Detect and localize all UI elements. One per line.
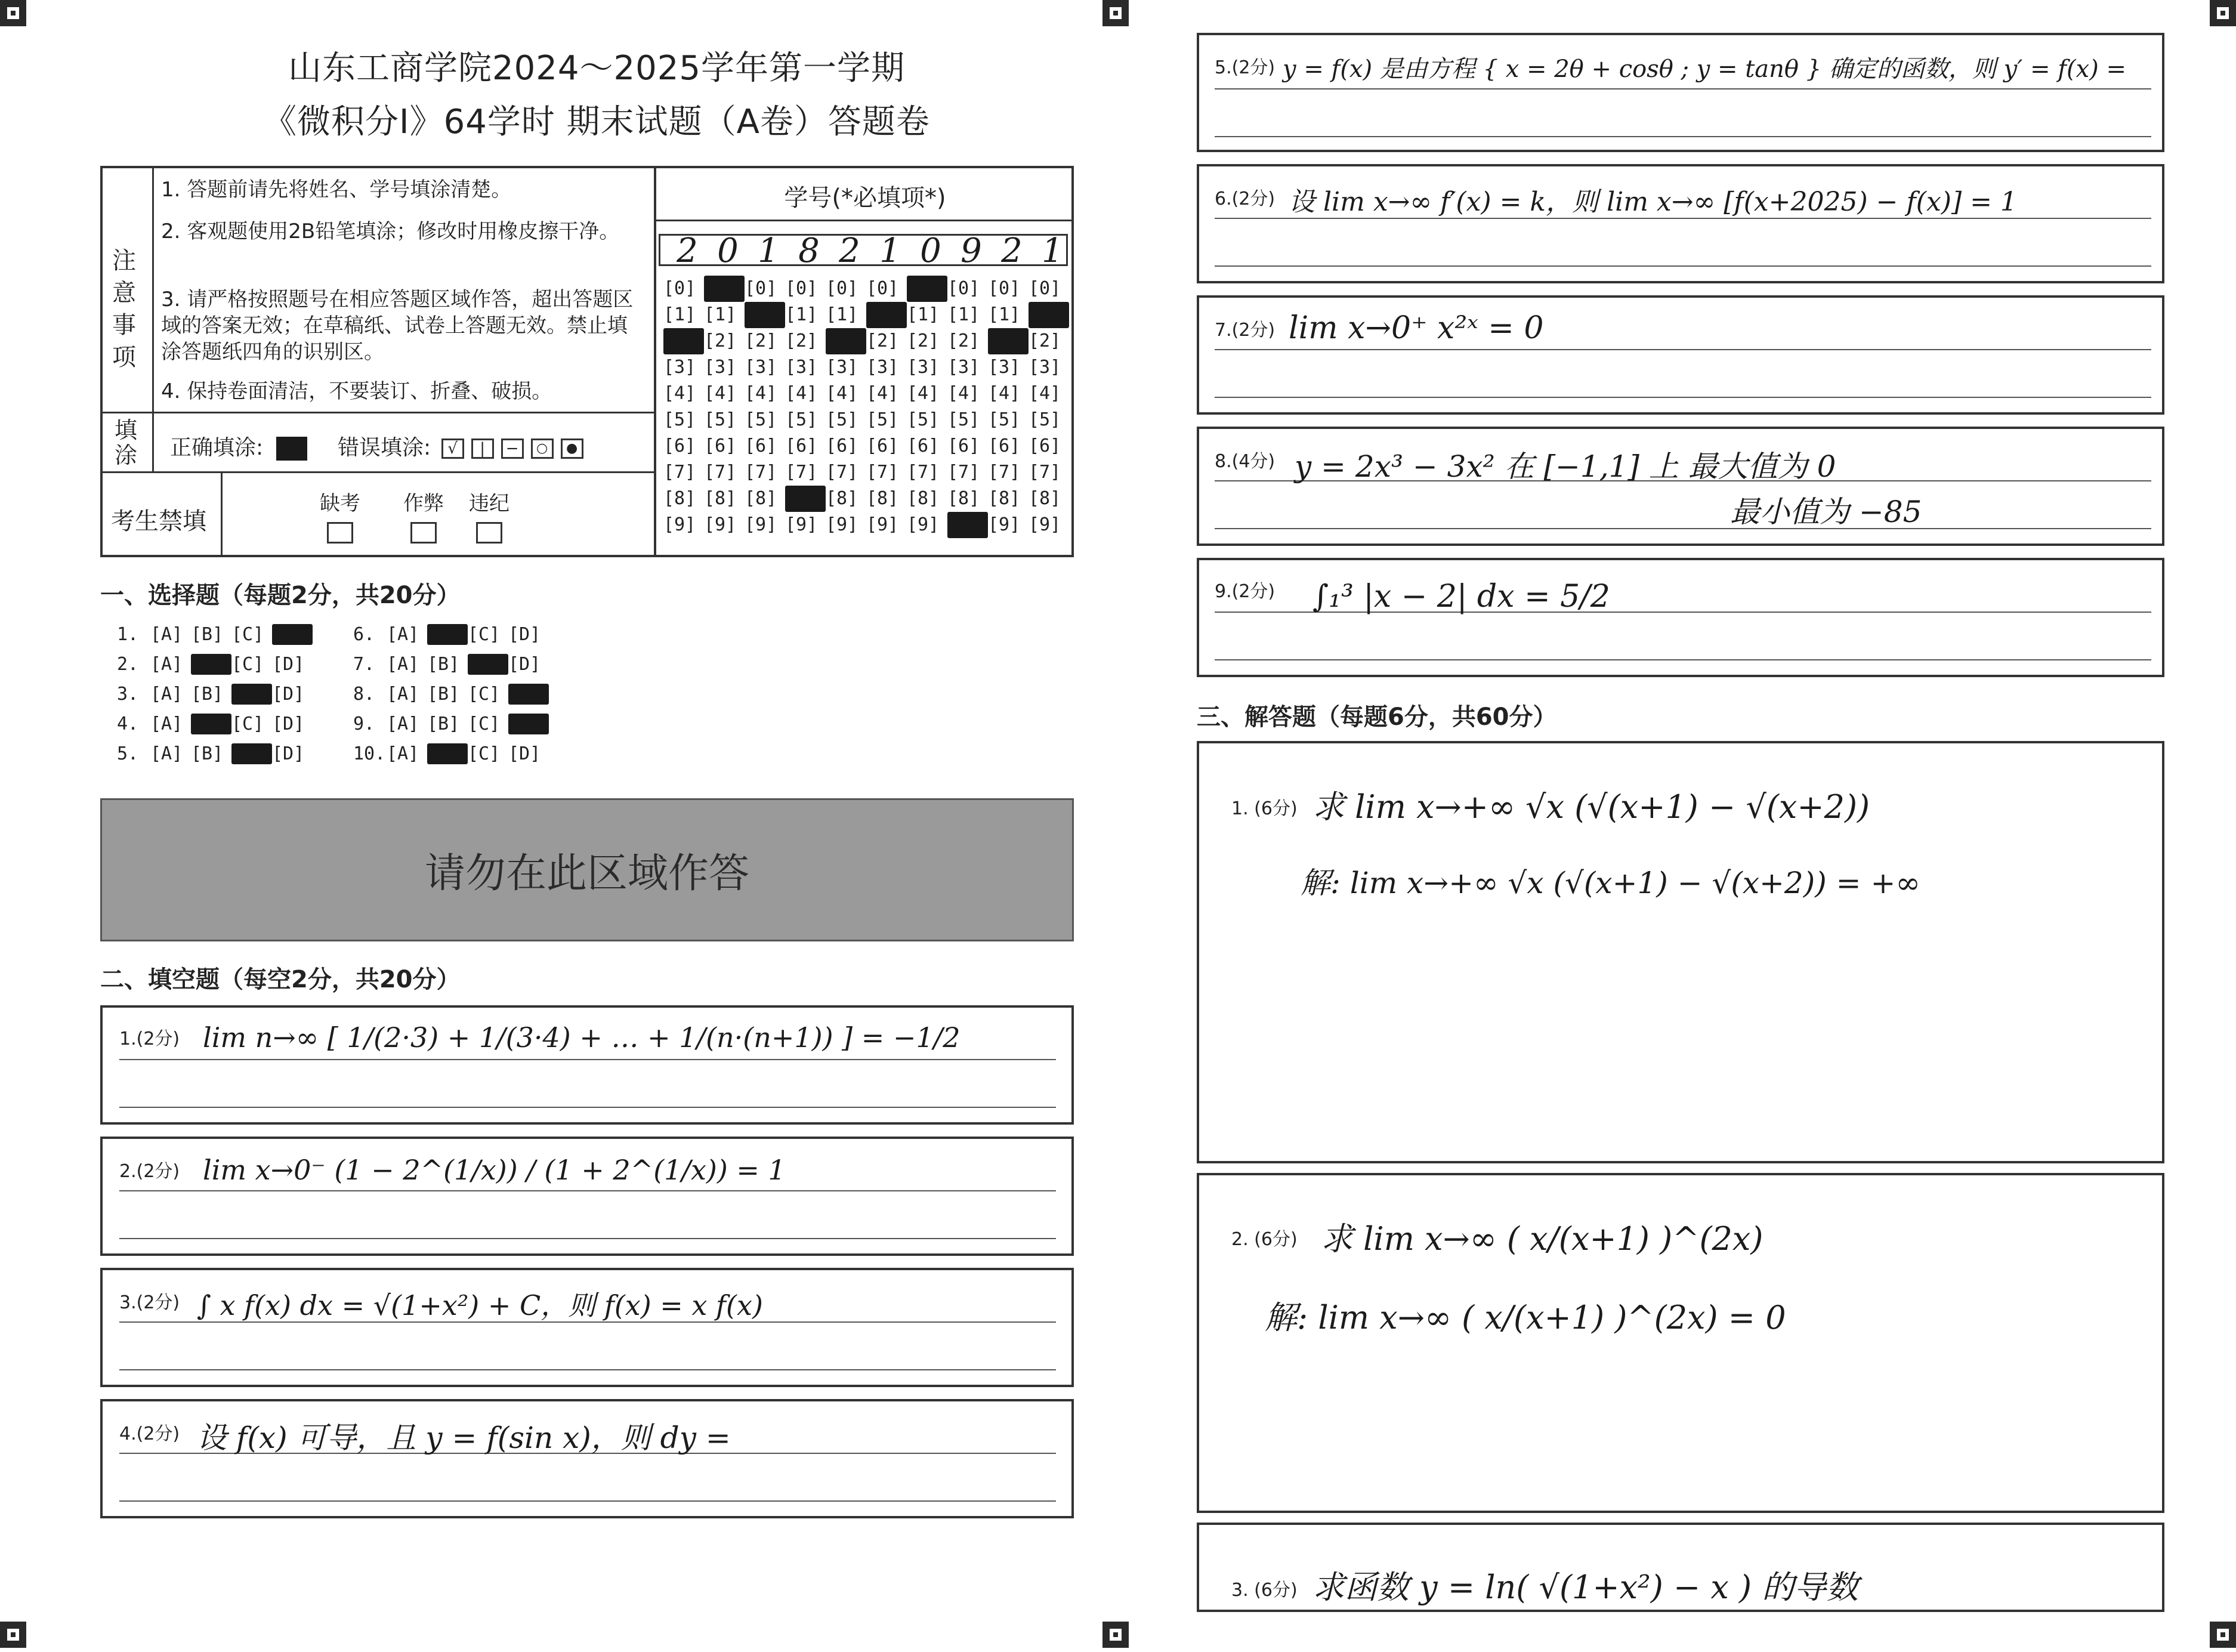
- student-id-bubble[interactable]: [7]: [745, 462, 777, 483]
- student-id-bubble[interactable]: [7]: [988, 462, 1021, 483]
- student-id-bubble[interactable]: [5]: [826, 409, 858, 430]
- student-id-bubble-row: [663, 512, 1069, 538]
- mc-question-number: 6.: [353, 624, 375, 645]
- student-id-digit: 8: [798, 231, 820, 270]
- mc-option-bubble[interactable]: [D]: [508, 743, 541, 764]
- mc-option-bubble[interactable]: [C]: [231, 714, 264, 734]
- mc-option-bubble[interactable]: [C]: [468, 743, 501, 764]
- mc-question-number: 1.: [117, 624, 139, 645]
- student-id-digit: 2: [677, 231, 698, 270]
- mc-option-bubble[interactable]: [C]: [468, 654, 508, 675]
- student-id-header: 学号(*必填项*): [784, 184, 946, 212]
- q8-rule-2: [1215, 528, 2151, 529]
- mc-option-bubble[interactable]: [A]: [150, 654, 183, 675]
- forbidden-absent-label: 缺考: [320, 492, 360, 515]
- solution-q2-label: 2. (6分): [1231, 1229, 1298, 1250]
- student-id-bubble[interactable]: [1]: [704, 304, 737, 325]
- student-id-digit: 2: [839, 231, 860, 270]
- mc-question-row: [117, 654, 313, 684]
- student-id-bubble[interactable]: [0]: [745, 278, 777, 299]
- student-id-bubble[interactable]: [7]: [663, 462, 696, 483]
- mc-question-row: [117, 743, 313, 773]
- student-id-bubble[interactable]: [7]: [866, 462, 899, 483]
- student-id-handwritten: [667, 231, 1073, 270]
- student-id-digit: 1: [879, 231, 901, 270]
- fill-blank-q1-answer: lim n→∞ [ 1/(2·3) + 1/(3·4) + … + 1/(n·(n+1)) ] = −1/2: [203, 1021, 961, 1054]
- section2-title: 二、填空题（每空2分，共20分）: [100, 966, 461, 993]
- student-id-bubble[interactable]: [2]: [745, 331, 777, 351]
- student-id-bubble[interactable]: [2]: [785, 331, 818, 351]
- q2-rule-2: [119, 1238, 1056, 1239]
- q2-rule-1: [119, 1190, 1056, 1191]
- q1-rule-1: [119, 1059, 1056, 1060]
- q3-rule-2: [119, 1369, 1056, 1370]
- forbidden-violation-label: 违纪: [469, 492, 509, 515]
- student-id-bubble[interactable]: [4]: [988, 383, 1021, 404]
- fill-blank-q6-answer: 设 lim x→∞ f′(x) = k，则 lim x→∞ [f(x+2025) − f(x)] = 1: [1289, 187, 2017, 217]
- student-id-bubble[interactable]: [8]: [907, 488, 940, 509]
- mc-option-bubble[interactable]: [C]: [231, 684, 272, 705]
- student-id-bubble[interactable]: [1]: [663, 304, 696, 325]
- mc-option-bubble[interactable]: [C]: [468, 624, 501, 645]
- student-id-bubble[interactable]: [9]: [988, 514, 1021, 535]
- forbidden-violation-box[interactable]: [476, 522, 502, 544]
- mc-option-bubble[interactable]: [B]: [427, 654, 460, 675]
- mc-question-number: 10.: [353, 743, 386, 764]
- q9-rule-2: [1215, 659, 2151, 660]
- mc-option-bubble[interactable]: [D]: [508, 624, 541, 645]
- student-id-bubble[interactable]: [3]: [704, 357, 737, 378]
- mc-question-number: 8.: [353, 684, 375, 705]
- wrong-mark-2: |: [471, 439, 494, 459]
- fill-blank-q7-answer: lim x→0⁺ x²ˣ = 0: [1289, 310, 1544, 346]
- fill-blank-q5-label: 5.(2分): [1215, 57, 1275, 78]
- student-id-bubble[interactable]: [7]: [704, 462, 737, 483]
- forbidden-option-cheat: [400, 487, 447, 544]
- fill-blank-q2-label: 2.(2分): [119, 1161, 180, 1182]
- student-id-bubble[interactable]: [1]: [988, 304, 1021, 325]
- exam-title-line1: 山东工商学院2024～2025学年第一学期: [288, 49, 906, 88]
- student-id-bubble[interactable]: [9]: [785, 514, 818, 535]
- notice-item-4: 4. 保持卷面清洁，不要装订、折叠、破损。: [161, 379, 552, 403]
- fill-blank-q8-answer-max: y = 2x³ − 3x² 在 [−1,1] 上 最大值为 0: [1295, 449, 1836, 484]
- mc-question-row: [353, 714, 549, 743]
- q1-rule-2: [119, 1107, 1056, 1108]
- student-id-bubble[interactable]: [1]: [866, 302, 907, 328]
- student-id-bubble[interactable]: [3]: [663, 357, 696, 378]
- no-write-zone: [100, 798, 1074, 941]
- student-id-bubble[interactable]: [3]: [826, 357, 858, 378]
- mc-question-number: 7.: [353, 654, 375, 675]
- mc-question-number: 5.: [117, 743, 139, 764]
- student-id-bubble[interactable]: [7]: [1029, 462, 1061, 483]
- student-id-bubble[interactable]: [6]: [907, 436, 940, 456]
- student-id-bubble-row: [663, 328, 1069, 354]
- q4-rule-2: [119, 1500, 1056, 1502]
- mc-column-right: [353, 624, 549, 773]
- student-id-bubble[interactable]: [3]: [907, 357, 940, 378]
- student-id-bubble[interactable]: [2]: [907, 331, 940, 351]
- student-id-bubble[interactable]: [6]: [826, 436, 858, 456]
- student-id-digits: [667, 231, 1073, 270]
- mc-question-row: [117, 684, 313, 714]
- mc-option-bubble[interactable]: [B]: [191, 654, 231, 675]
- student-id-bubble[interactable]: [2]: [663, 328, 704, 354]
- student-id-bubble[interactable]: [0]: [826, 278, 858, 299]
- notice-item-2: 2. 客观题使用2B铅笔填涂；修改时用橡皮擦干净。: [161, 220, 620, 243]
- student-id-bubble[interactable]: [5]: [745, 409, 777, 430]
- student-id-bubble[interactable]: [9]: [1029, 514, 1061, 535]
- solution-q1-label: 1. (6分): [1231, 798, 1298, 819]
- student-id-bubble[interactable]: [5]: [704, 409, 737, 430]
- fill-blank-q8-answer-min: 最小值为 −85: [1730, 495, 1922, 529]
- student-id-bubble[interactable]: [4]: [866, 383, 899, 404]
- student-id-bubble[interactable]: [5]: [785, 409, 818, 430]
- mc-option-bubble[interactable]: [C]: [231, 654, 264, 675]
- corner-mark-bottom-center: [1102, 1622, 1129, 1648]
- mc-option-bubble[interactable]: [B]: [427, 743, 468, 764]
- student-id-bubble[interactable]: [7]: [785, 462, 818, 483]
- q5-rule-2: [1215, 136, 2151, 137]
- student-id-bubble[interactable]: [5]: [1029, 409, 1061, 430]
- student-id-bubble[interactable]: [8]: [1029, 488, 1061, 509]
- student-id-bubble[interactable]: [3]: [1029, 357, 1061, 378]
- fill-blank-q1-label: 1.(2分): [119, 1029, 180, 1049]
- mc-option-bubble[interactable]: [B]: [191, 743, 224, 764]
- student-id-bubble[interactable]: [1]: [745, 302, 785, 328]
- fill-blank-q5-answer: y = f(x) 是由方程 { x = 2θ + cosθ ; y = tanθ } 确定的函数，则 y′ = f(x) =: [1283, 55, 2127, 83]
- corner-mark-top-left: [0, 0, 26, 26]
- student-id-bubble[interactable]: [4]: [826, 383, 858, 404]
- mc-option-bubble[interactable]: [A]: [387, 684, 419, 705]
- student-id-bubble[interactable]: [1]: [785, 304, 818, 325]
- student-id-bubble[interactable]: [2]: [826, 328, 866, 354]
- fill-blank-q9-answer: ∫₁³ |x − 2| dx = 5/2: [1312, 579, 1610, 615]
- student-id-bubble[interactable]: [0]: [663, 278, 696, 299]
- student-id-bubble[interactable]: [7]: [907, 462, 940, 483]
- student-id-bubble[interactable]: [2]: [704, 331, 737, 351]
- student-id-bubble[interactable]: [2]: [866, 331, 899, 351]
- student-id-bubble[interactable]: [9]: [745, 514, 777, 535]
- notice-item-1: 1. 答题前请先将姓名、学号填涂清楚。: [161, 178, 512, 202]
- mc-question-row: [353, 654, 549, 684]
- student-id-bubble[interactable]: [0]: [785, 278, 818, 299]
- student-id-bubble[interactable]: [9]: [866, 514, 899, 535]
- mc-question-number: 3.: [117, 684, 139, 705]
- student-id-bubble-row: [663, 486, 1069, 512]
- corner-mark-top-center: [1102, 0, 1129, 26]
- mc-question-number: 9.: [353, 714, 375, 734]
- notice-label-divider: [152, 166, 154, 412]
- mc-column-left: [117, 624, 313, 773]
- student-id-bubble[interactable]: [3]: [947, 357, 980, 378]
- student-id-bubble[interactable]: [8]: [663, 488, 696, 509]
- solution-q2-answer: 解: lim x→∞ ( x/(x+1) )^(2x) = 0: [1265, 1299, 1786, 1336]
- student-id-bubble-row: [663, 354, 1069, 381]
- student-id-digit: 0: [717, 231, 739, 270]
- mc-question-number: 2.: [117, 654, 139, 675]
- student-id-digit: 0: [920, 231, 941, 270]
- forbidden-label-divider: [221, 471, 223, 557]
- student-id-bubble[interactable]: [8]: [988, 488, 1021, 509]
- mc-option-bubble[interactable]: [B]: [427, 684, 460, 705]
- student-id-bubble[interactable]: [1]: [907, 304, 940, 325]
- student-id-bubble[interactable]: [9]: [826, 514, 858, 535]
- student-id-bubble[interactable]: [3]: [866, 357, 899, 378]
- forbidden-cheat-box[interactable]: [410, 522, 437, 544]
- mc-option-bubble[interactable]: [A]: [150, 714, 183, 734]
- student-id-bubble[interactable]: [0]: [947, 278, 980, 299]
- mc-option-bubble[interactable]: [A]: [150, 624, 183, 645]
- fill-blank-q2-answer: lim x→0⁻ (1 − 2^(1/x)) / (1 + 2^(1/x)) = 1: [203, 1154, 786, 1186]
- mc-option-bubble[interactable]: [D]: [272, 624, 313, 645]
- student-id-bubble[interactable]: [3]: [988, 357, 1021, 378]
- corner-mark-top-right: [2210, 0, 2236, 26]
- student-id-bubble[interactable]: [0]: [988, 278, 1021, 299]
- student-id-digit: 1: [1042, 231, 1063, 270]
- q6-rule-2: [1215, 265, 2151, 267]
- fill-blank-q3-answer: ∫ x f(x) dx = √(1+x²) + C，则 f(x) = x f(x): [197, 1289, 763, 1321]
- student-id-bubble[interactable]: [1]: [947, 304, 980, 325]
- mc-option-bubble[interactable]: [C]: [468, 714, 501, 734]
- student-id-bubble[interactable]: [6]: [663, 436, 696, 456]
- corner-mark-bottom-left: [0, 1622, 26, 1648]
- student-id-bubble-row: [663, 302, 1069, 328]
- student-id-bubble[interactable]: [5]: [663, 409, 696, 430]
- student-id-bubble[interactable]: [2]: [1029, 331, 1061, 351]
- forbidden-absent-box[interactable]: [327, 522, 353, 544]
- notice-item-3: 3. 请严格按照题号在相应答题区域作答，超出答题区域的答案无效；在草稿纸、试卷上答题无效。禁止填涂答题纸四角的识别区。: [161, 288, 634, 364]
- student-id-bubble[interactable]: [6]: [785, 436, 818, 456]
- mc-option-bubble[interactable]: [D]: [508, 654, 541, 675]
- mc-option-bubble[interactable]: [B]: [191, 624, 224, 645]
- student-id-bubble[interactable]: [4]: [785, 383, 818, 404]
- mc-option-bubble[interactable]: [D]: [272, 714, 305, 734]
- wrong-mark-5: ●: [561, 439, 583, 459]
- mc-option-bubble[interactable]: [A]: [150, 743, 183, 764]
- mc-option-bubble[interactable]: [C]: [231, 624, 264, 645]
- student-id-bubble[interactable]: [2]: [988, 328, 1029, 354]
- mc-question-row: [353, 743, 549, 773]
- mc-option-bubble[interactable]: [C]: [231, 743, 272, 764]
- student-id-bubble[interactable]: [0]: [704, 276, 745, 302]
- mc-question-row: [117, 624, 313, 654]
- forbidden-option-absent: [316, 487, 364, 544]
- fill-blank-q9-label: 9.(2分): [1215, 581, 1275, 602]
- student-id-bubble-row: [663, 381, 1069, 407]
- student-id-bubble[interactable]: [8]: [947, 488, 980, 509]
- student-id-bubble[interactable]: [5]: [907, 409, 940, 430]
- q7-rule-1: [1215, 349, 2151, 350]
- wrong-mark-4: ○: [531, 439, 554, 459]
- section1-title: 一、选择题（每题2分，共20分）: [100, 582, 461, 609]
- solution-q1-answer: 解: lim x→+∞ √x (√(x+1) − √(x+2)) = +∞: [1301, 866, 1920, 900]
- fill-blank-q6-label: 6.(2分): [1215, 189, 1275, 209]
- fill-blank-q4-label: 4.(2分): [119, 1424, 180, 1444]
- fill-wrong-label: 错误填涂:: [338, 436, 431, 460]
- student-id-bubble[interactable]: [6]: [745, 436, 777, 456]
- mc-question-number: 4.: [117, 714, 139, 734]
- student-id-bubble[interactable]: [7]: [826, 462, 858, 483]
- student-id-bubble[interactable]: [0]: [1029, 278, 1061, 299]
- mc-option-bubble[interactable]: [D]: [508, 684, 549, 705]
- student-id-bubble[interactable]: [9]: [663, 514, 696, 535]
- fill-bottom-divider: [100, 471, 655, 473]
- q5-rule-1: [1215, 88, 2151, 89]
- mc-option-bubble[interactable]: [A]: [150, 684, 183, 705]
- wrong-mark-3: −: [501, 439, 524, 459]
- mc-option-bubble[interactable]: [D]: [272, 743, 305, 764]
- info-divider-vertical: [654, 166, 656, 557]
- student-id-bubble[interactable]: [8]: [826, 488, 858, 509]
- fill-guide-row: [170, 431, 587, 461]
- student-id-bubble[interactable]: [2]: [947, 331, 980, 351]
- notice-label: 注意事项: [112, 247, 136, 371]
- fill-correct-label: 正确填涂:: [170, 436, 264, 460]
- fill-blank-q4-answer: 设 f(x) 可导，且 y = f(sin x)，则 dy =: [197, 1421, 731, 1455]
- student-id-bubble-row: [663, 276, 1069, 302]
- fill-label-divider: [152, 412, 154, 471]
- student-id-bubble[interactable]: [8]: [866, 488, 899, 509]
- mc-question-row: [353, 684, 549, 714]
- student-id-bubble[interactable]: [6]: [704, 436, 737, 456]
- mc-option-bubble[interactable]: [A]: [387, 654, 419, 675]
- fill-blank-q3-label: 3.(2分): [119, 1292, 180, 1313]
- student-id-bubble[interactable]: [4]: [704, 383, 737, 404]
- mc-option-bubble[interactable]: [D]: [272, 684, 305, 705]
- mc-option-bubble[interactable]: [C]: [468, 684, 501, 705]
- student-id-digit: 2: [1001, 231, 1023, 270]
- student-id-bubble-row: [663, 433, 1069, 459]
- student-id-bubble[interactable]: [4]: [947, 383, 980, 404]
- student-id-bubble[interactable]: [8]: [785, 486, 826, 512]
- student-id-bubble[interactable]: [0]: [866, 278, 899, 299]
- forbidden-cheat-label: 作弊: [403, 492, 444, 515]
- fill-blank-q8-label: 8.(4分): [1215, 451, 1275, 472]
- solution-q2-prompt: 求 lim x→∞ ( x/(x+1) )^(2x): [1321, 1220, 1764, 1258]
- solution-q3-prompt: 求函数 y = ln( √(1+x²) − x ) 的导数: [1312, 1568, 1859, 1606]
- student-id-bubble[interactable]: [7]: [947, 462, 980, 483]
- fill-guide-label: 填涂: [115, 417, 138, 468]
- student-id-bubble[interactable]: [1]: [1029, 302, 1069, 328]
- exam-title-line2: 《微积分I》64学时 期末试题（A卷）答题卷: [263, 103, 930, 141]
- student-id-bubble-row: [663, 459, 1069, 486]
- section3-title: 三、解答题（每题6分，共60分）: [1197, 703, 1557, 731]
- student-id-bubble[interactable]: [4]: [663, 383, 696, 404]
- student-id-bubble[interactable]: [8]: [745, 488, 777, 509]
- forbidden-option-violation: [465, 487, 513, 544]
- mc-option-bubble[interactable]: [D]: [272, 654, 305, 675]
- corner-mark-bottom-right: [2210, 1622, 2236, 1648]
- mc-option-bubble[interactable]: [A]: [387, 624, 419, 645]
- student-id-bubble-grid: [663, 276, 1069, 538]
- fill-correct-sample: [276, 437, 307, 461]
- student-id-bubble[interactable]: [4]: [907, 383, 940, 404]
- mc-option-bubble[interactable]: [A]: [387, 714, 419, 734]
- student-id-bubble[interactable]: [0]: [907, 276, 947, 302]
- student-id-bubble[interactable]: [4]: [745, 383, 777, 404]
- solution-q3-label: 3. (6分): [1231, 1580, 1298, 1601]
- student-id-digit: 1: [758, 231, 779, 270]
- student-id-bubble-row: [663, 407, 1069, 433]
- student-id-bubble[interactable]: [5]: [988, 409, 1021, 430]
- student-id-bubble[interactable]: [6]: [947, 436, 980, 456]
- mc-option-bubble[interactable]: [B]: [427, 714, 460, 734]
- student-id-bubble[interactable]: [9]: [907, 514, 940, 535]
- student-id-bubble[interactable]: [9]: [947, 512, 988, 538]
- student-id-bubble[interactable]: [6]: [866, 436, 899, 456]
- student-id-bubble[interactable]: [5]: [947, 409, 980, 430]
- mc-option-bubble[interactable]: [A]: [387, 743, 419, 764]
- no-write-zone-label: 请勿在此区域作答: [424, 850, 749, 897]
- student-id-bubble[interactable]: [8]: [704, 488, 737, 509]
- student-id-bubble[interactable]: [3]: [785, 357, 818, 378]
- student-id-bubble[interactable]: [9]: [704, 514, 737, 535]
- student-id-bubble[interactable]: [4]: [1029, 383, 1061, 404]
- mc-question-row: [353, 624, 549, 654]
- student-id-bubble[interactable]: [3]: [745, 357, 777, 378]
- fill-blank-q7-label: 7.(2分): [1215, 320, 1275, 341]
- student-id-bubble[interactable]: [5]: [866, 409, 899, 430]
- solution-q1-prompt: 求 lim x→+∞ √x (√(x+1) − √(x+2)): [1312, 788, 1870, 826]
- mc-option-bubble[interactable]: [B]: [427, 624, 468, 645]
- student-id-bubble[interactable]: [6]: [1029, 436, 1061, 456]
- wrong-mark-1: √: [441, 439, 464, 459]
- mc-question-row: [117, 714, 313, 743]
- forbidden-label: 考生禁填: [111, 508, 206, 535]
- mc-option-bubble[interactable]: [B]: [191, 714, 231, 734]
- mc-option-bubble[interactable]: [D]: [508, 714, 549, 734]
- mc-option-bubble[interactable]: [B]: [191, 684, 224, 705]
- notice-bottom-divider: [100, 412, 655, 413]
- student-id-bubble[interactable]: [6]: [988, 436, 1021, 456]
- student-id-digit: 9: [961, 231, 982, 270]
- student-id-bubble[interactable]: [1]: [826, 304, 858, 325]
- student-id-header-line: [655, 220, 1074, 221]
- q7-rule-2: [1215, 397, 2151, 398]
